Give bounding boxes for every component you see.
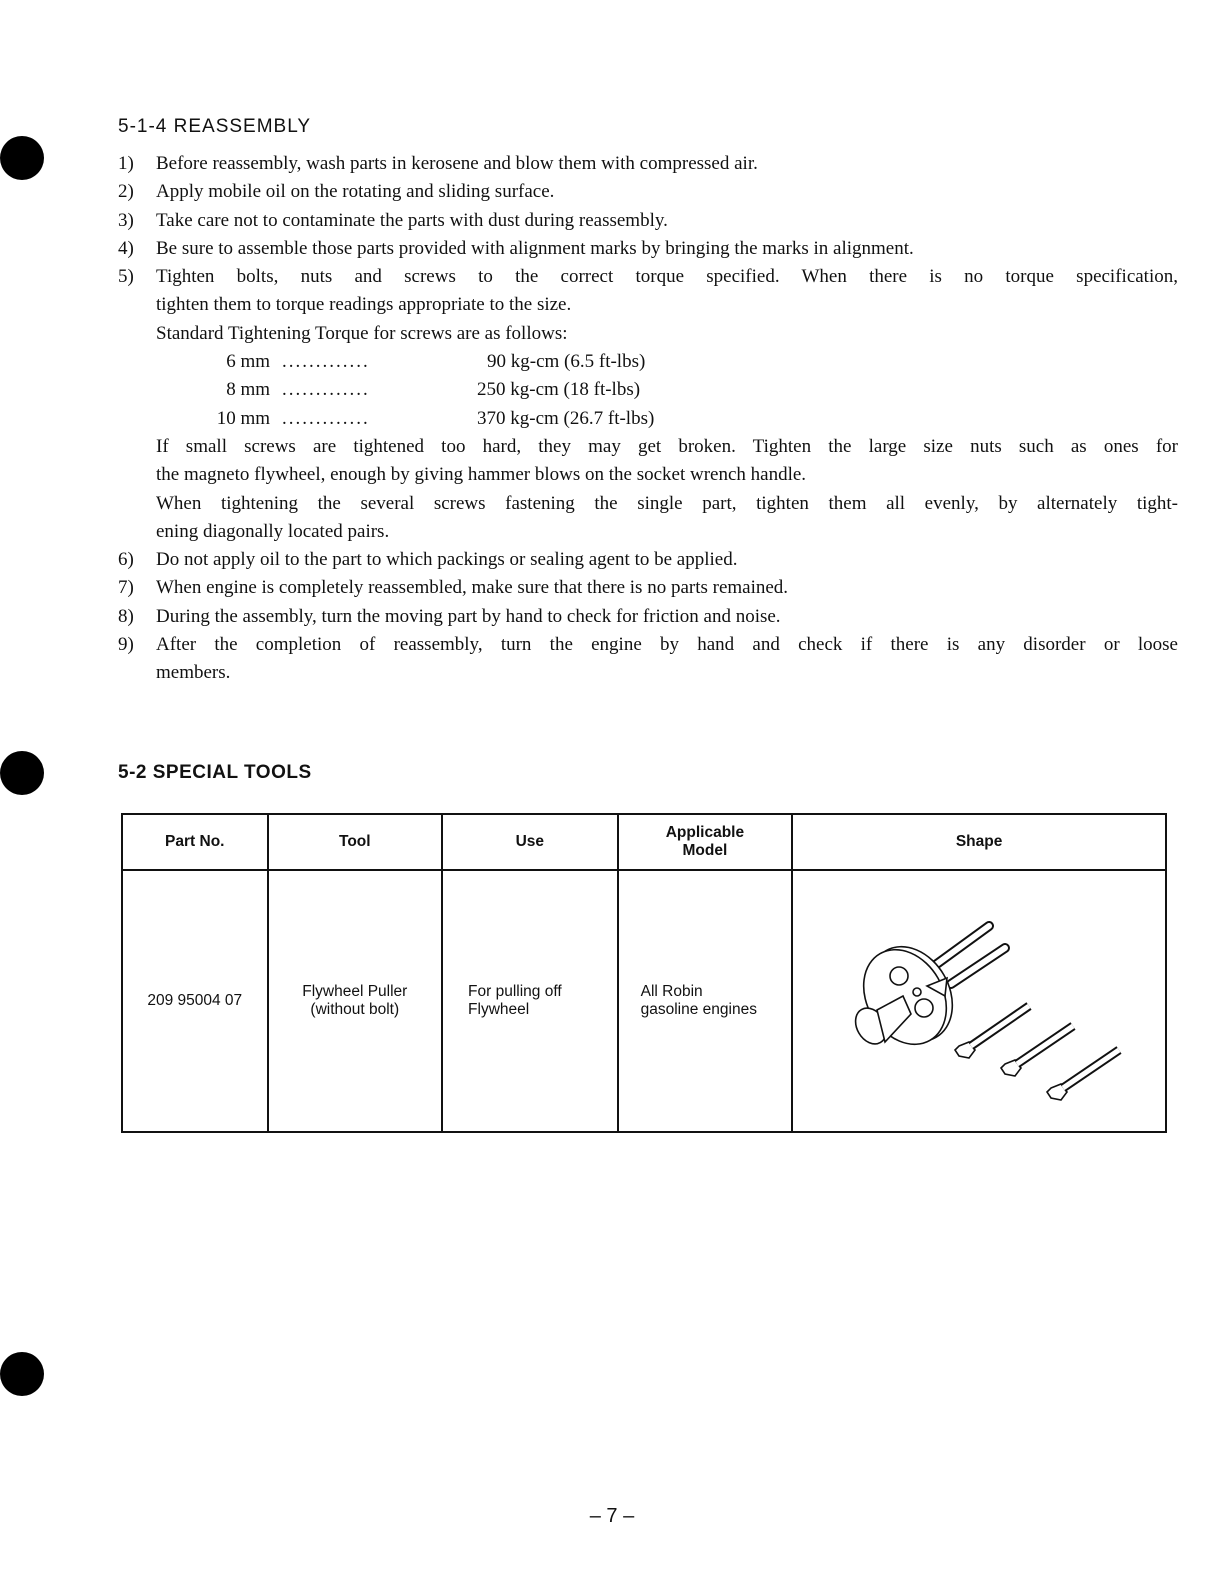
cell-part-no: 209 95004 07 bbox=[122, 870, 268, 1132]
header-model-line: Applicable bbox=[665, 824, 745, 841]
cell-line: gasoline engines bbox=[640, 1001, 757, 1018]
header-use: Use bbox=[442, 814, 618, 870]
page-number: – 7 – bbox=[589, 1505, 635, 1527]
table-header-row bbox=[122, 814, 1166, 870]
header-tool: Tool bbox=[268, 814, 442, 870]
item-number: 4) bbox=[118, 237, 134, 259]
header-shape: Shape bbox=[792, 814, 1166, 870]
header-model-line: Model bbox=[682, 842, 728, 859]
cell-line: Flywheel Puller bbox=[302, 983, 408, 1000]
list-item bbox=[118, 150, 1178, 178]
cell-line: Flywheel bbox=[468, 1001, 530, 1018]
header-applicable-model bbox=[618, 814, 793, 870]
torque-leader: ............. bbox=[282, 351, 370, 373]
item-number: 8) bbox=[118, 605, 134, 627]
item-number: 1) bbox=[118, 153, 134, 174]
item-text-line: If small screws are tightened too hard, they may get broken. Tighten the large size nuts such as ones for bbox=[156, 435, 1178, 457]
header-part-no: Part No. bbox=[122, 814, 268, 870]
torque-leader: ............. bbox=[282, 407, 370, 429]
cell-applicable-model bbox=[618, 870, 793, 1132]
binder-hole-bottom bbox=[0, 1352, 44, 1396]
table-row bbox=[122, 870, 1166, 1132]
item-text: Do not apply oil to the part to which packings or sealing agent to be applied. bbox=[156, 549, 738, 571]
binder-hole-middle bbox=[0, 751, 44, 795]
item-text: When engine is completely reassembled, make sure that there is no parts remained. bbox=[156, 577, 789, 599]
item-number: 5) bbox=[118, 266, 134, 288]
torque-value: 250 kg-cm (18 ft-lbs) bbox=[477, 379, 641, 401]
item-number: 3) bbox=[118, 209, 134, 231]
torque-size: 10 mm bbox=[216, 407, 270, 429]
torque-row bbox=[156, 405, 1178, 433]
list-item bbox=[118, 574, 1178, 602]
list-item bbox=[118, 546, 1178, 574]
list-item bbox=[118, 631, 1178, 688]
binder-hole-top bbox=[0, 136, 44, 180]
special-tools-table bbox=[121, 813, 1167, 1133]
torque-size: 6 mm bbox=[226, 351, 270, 373]
item-number: 7) bbox=[118, 577, 134, 599]
cell-tool bbox=[268, 870, 442, 1132]
list-item bbox=[118, 603, 1178, 631]
item-text: During the assembly, turn the moving part by hand to check for friction and noise. bbox=[156, 605, 781, 627]
item-text-line: ening diagonally located pairs. bbox=[156, 520, 390, 542]
list-item bbox=[118, 263, 1178, 546]
item-text-line: members. bbox=[156, 662, 231, 684]
item-number: 9) bbox=[118, 634, 134, 656]
reassembly-list bbox=[118, 150, 1178, 688]
item-text-line: Tighten bolts, nuts and screws to the correct torque specified. When there is no torque specification, bbox=[156, 266, 1178, 288]
item-text-line: the magneto flywheel, enough by giving hammer blows on the socket wrench handle. bbox=[156, 464, 807, 486]
cell-line: All Robin bbox=[640, 983, 703, 1000]
section-title-special-tools: 5-2 SPECIAL TOOLS bbox=[118, 762, 312, 783]
cell-line: For pulling off bbox=[468, 983, 562, 1000]
item-text: Be sure to assemble those parts provided with alignment marks by bringing the marks in alignment. bbox=[156, 237, 914, 259]
item-text-line: When tightening the several screws fastening the single part, tighten them all evenly, by alternately tight- bbox=[156, 492, 1178, 514]
list-item bbox=[118, 178, 1178, 206]
item-number: 2) bbox=[118, 181, 134, 203]
cell-line: (without bolt) bbox=[310, 1001, 400, 1018]
torque-row bbox=[156, 348, 1178, 376]
item-text: Before reassembly, wash parts in kerosene and blow them with compressed air. bbox=[156, 153, 758, 174]
torque-value: 90 kg-cm (6.5 ft-lbs) bbox=[487, 351, 646, 373]
list-item bbox=[118, 235, 1178, 263]
cell-shape bbox=[792, 870, 1166, 1132]
torque-intro: Standard Tightening Torque for screws are as follows: bbox=[156, 322, 568, 344]
item-text: Apply mobile oil on the rotating and sliding surface. bbox=[156, 181, 555, 203]
torque-value: 370 kg-cm (26.7 ft-lbs) bbox=[477, 407, 655, 429]
item-number: 6) bbox=[118, 549, 134, 571]
torque-row bbox=[156, 376, 1178, 404]
section-title-reassembly: 5-1-4 REASSEMBLY bbox=[118, 116, 312, 137]
torque-size: 8 mm bbox=[226, 379, 270, 401]
flywheel-puller-illustration bbox=[819, 896, 1139, 1106]
torque-leader: ............. bbox=[282, 379, 370, 401]
item-text-line: tighten them to torque readings appropriate to the size. bbox=[156, 294, 572, 316]
item-text: Take care not to contaminate the parts with dust during reassembly. bbox=[156, 209, 668, 231]
cell-use bbox=[442, 870, 618, 1132]
item-text-line: After the completion of reassembly, turn the engine by hand and check if there is any disorder or loose bbox=[156, 634, 1178, 656]
list-item bbox=[118, 207, 1178, 235]
